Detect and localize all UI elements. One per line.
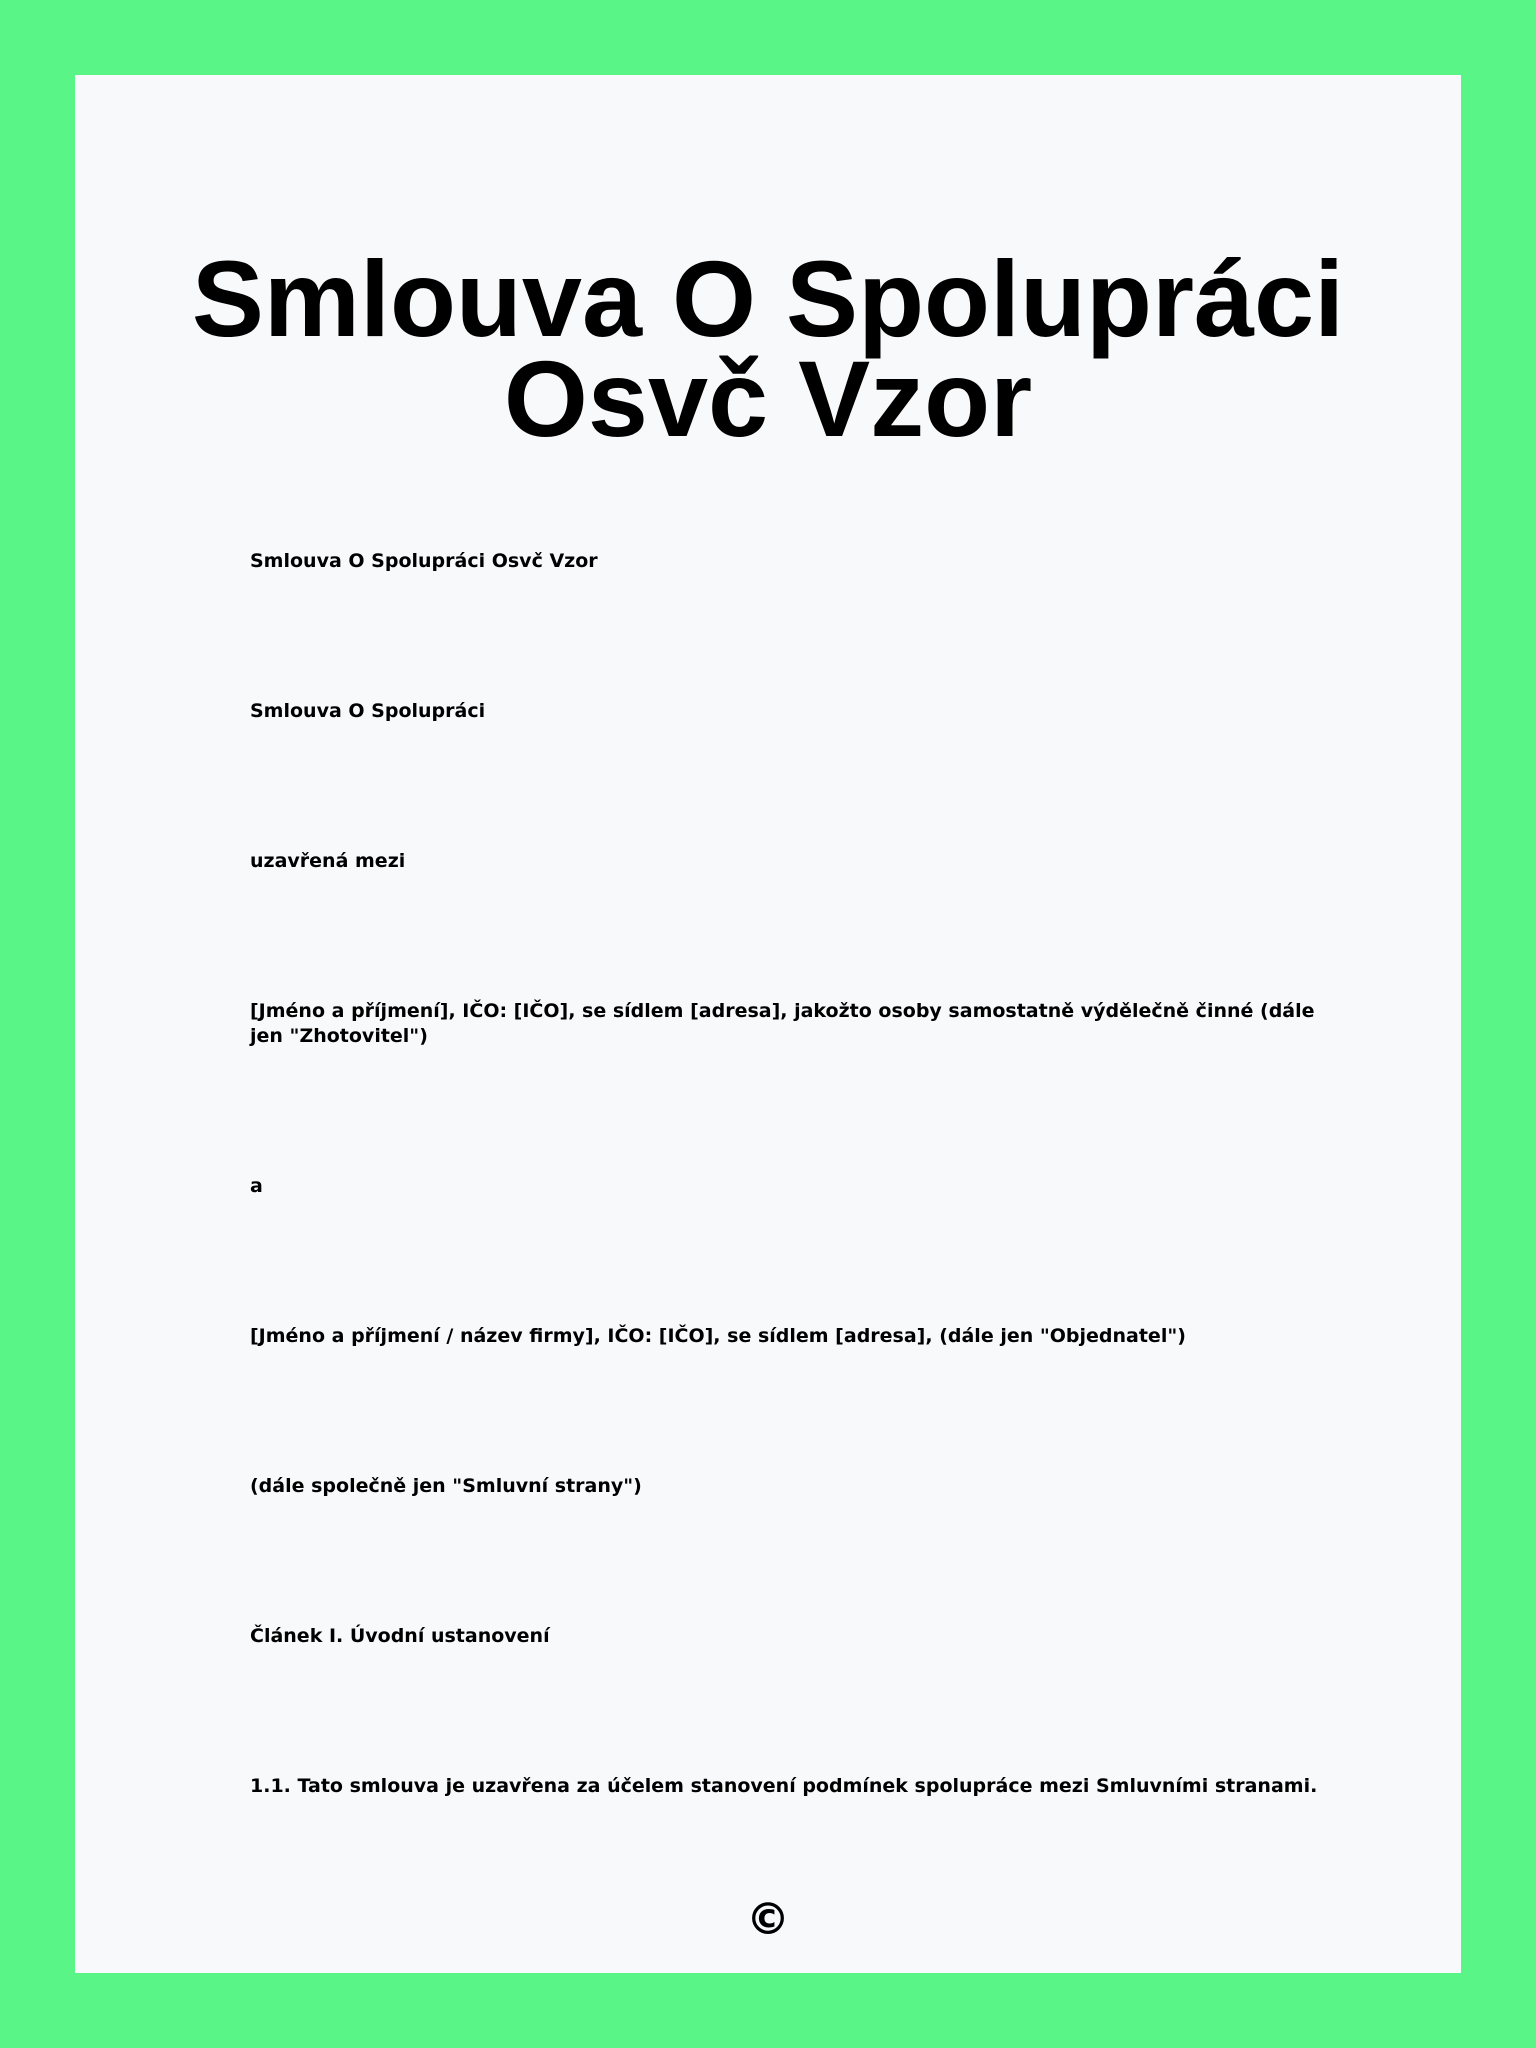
document-title: Smlouva O Spolupráci Osvč Vzor — [191, 238, 1345, 459]
paragraph-and: a — [250, 1175, 263, 1197]
paragraph-subtitle: Smlouva O Spolupráci Osvč Vzor — [250, 550, 598, 572]
paragraph-contractor: [Jméno a příjmení], IČO: [IČO], se sídlem [adresa], jakožto osoby samostatně výdělečně činné (dále jen "Zhotovitel") — [250, 1000, 1315, 1047]
copyright-symbol: © — [746, 1894, 790, 1945]
document-page — [75, 75, 1461, 1973]
paragraph-clause-1-1: 1.1. Tato smlouva je uzavřena za účelem stanovení podmínek spolupráce mezi Smluvními stranami. — [250, 1775, 1318, 1797]
paragraph-concluded-between: uzavřená mezi — [250, 850, 406, 872]
paragraph-parties: (dále společně jen "Smluvní strany") — [250, 1475, 642, 1497]
paragraph-article-heading: Článek I. Úvodní ustanovení — [250, 1625, 550, 1647]
paragraph-client: [Jméno a příjmení / název firmy], IČO: [IČO], se sídlem [adresa], (dále jen "Objednatel") — [250, 1325, 1186, 1347]
paragraph-contract-name: Smlouva O Spolupráci — [250, 700, 486, 722]
